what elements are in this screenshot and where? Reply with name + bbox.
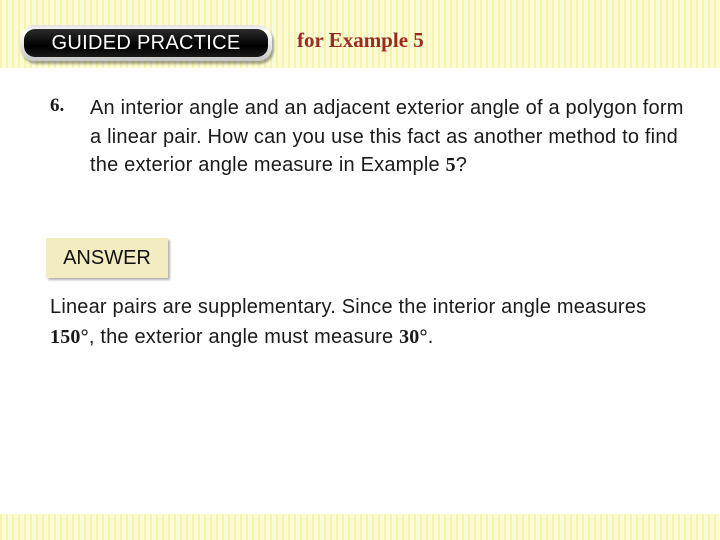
answer-text-part-2: , the exterior angle must measure: [88, 325, 400, 348]
question-number: 6.: [50, 95, 65, 116]
question-text-main: An interior angle and an adjacent exterior angle of a polygon form a linear pair. How can you use this fact as another method to find the exterior angle measure in Example: [90, 97, 684, 176]
footer-stripe: [0, 514, 720, 540]
example-title: for Example 5: [297, 28, 424, 52]
guided-practice-badge: [20, 25, 272, 61]
question-text: [90, 94, 690, 180]
answer-value-interior: 150°: [50, 325, 89, 348]
answer-text: [50, 293, 690, 352]
answer-value-exterior: 30°: [399, 325, 428, 348]
question-text-end: ?: [455, 154, 468, 176]
badge-label: GUIDED PRACTICE: [51, 31, 241, 54]
answer-text-part-3: .: [427, 325, 434, 348]
answer-box: [46, 238, 168, 278]
badge-inner: [24, 29, 268, 57]
answer-text-part-1: Linear pairs are supplementary. Since the interior angle measures: [50, 296, 647, 318]
answer-label: ANSWER: [63, 246, 151, 269]
question-example-ref: 5: [445, 154, 456, 176]
